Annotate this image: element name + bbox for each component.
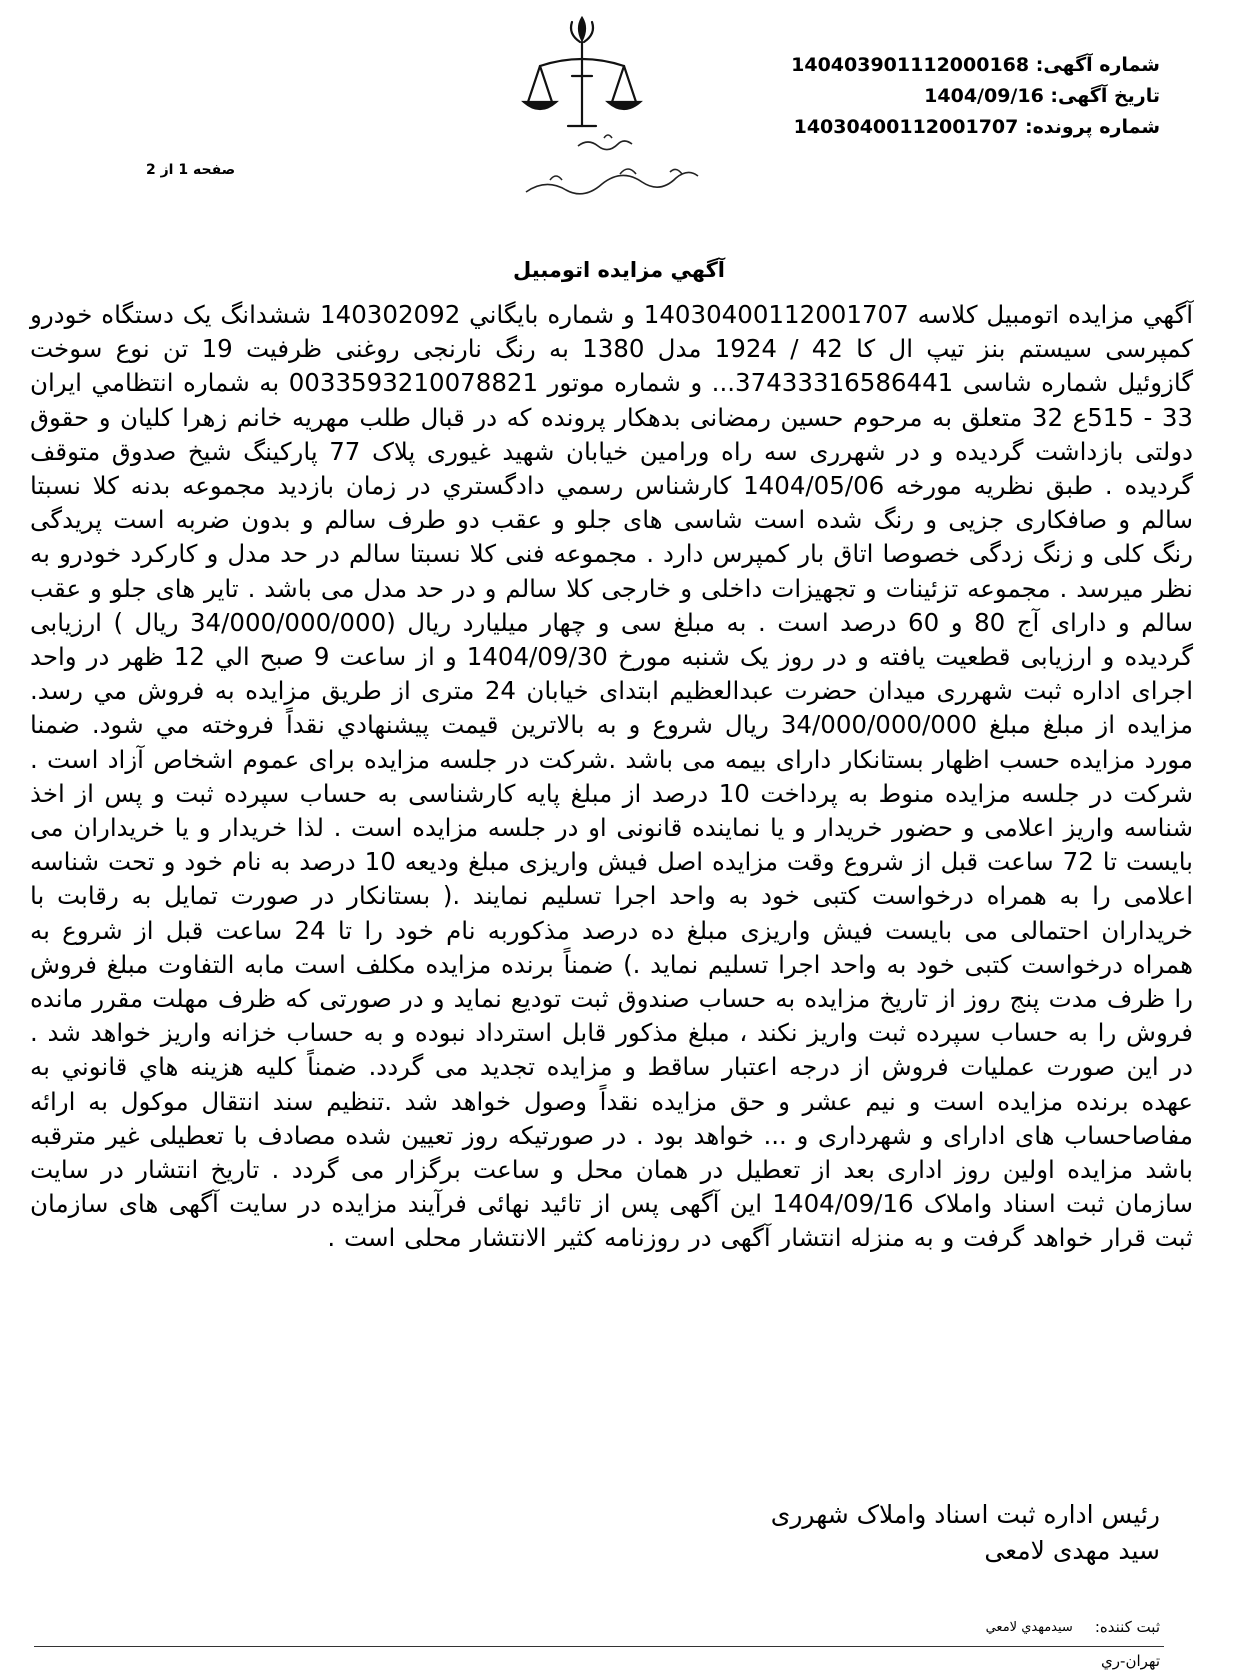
registrar-label: ثبت کننده: xyxy=(1094,1618,1160,1636)
signatory-name: سید مهدی لامعی xyxy=(984,1536,1160,1565)
notice-number: 140403901112000168 xyxy=(791,54,1030,76)
notice-number-label: شماره آگهی: xyxy=(1035,54,1160,76)
notice-body: آگهي مزايده اتومبيل كلاسه 14030400112001707 و شماره بايگاني 140302092 ششدانگ یک دستگاه خودرو کمپرسی سیستم بنز تیپ ال کا 42 / 1924 مدل 1380 به رنگ نارنجی روغنی ظرفیت 19 تن نوع سوخت گازوئیل شماره شاسی 37433316586441... و شماره موتور 003359321007882​1 به شماره انتظامي ايران 33 - 515ع 32 متعلق به مرحوم حسین رمضانی بدهکار پرونده که در قبال طلب مهریه خانم زهرا کلیان و حقوق دولتی بازداشت گردیده و در شهرری سه راه ورامین خیابان شهید غیوری پلاک 77 پارکینگ شیخ صدوق متوقف گردیده . طبق نظریه مورخه 1404/05/06 كارشناس رسمي دادگستري در زمان بازدید مجموعه بدنه کلا نسبتا سالم و صافکاری جزیی و رنگ شده است شاسی های جلو و عقب دو طرف سالم و بدون ضربه است پریدگی رنگ کلی و زنگ زدگی خصوصا اتاق بار کمپرس دارد . مجموعه فنی کلا نسبتا سالم در حد مدل و کارکرد خودرو به نظر میرسد . مجموعه تزئینات و تجهیزات داخلی و خارجی کلا سالم و در حد مدل می باشد . تایر های جلو و عقب سالم و دارای آج 80 و 60 درصد است . به مبلغ سی و چهار میلیارد ریال (34/000/000/000 ریال ) ارزیابی گردیده و ارزیابی قطعیت یافته و در روز یک شنبه مورخ 1404/09/30 و از ساعت 9 صبح الي 12 ظهر در واحد اجرای اداره ثبت شهرری میدان حضرت عبدالعظیم ابتدای خیابان 24 متری از طريق مزايده به فروش مي رسد. مزايده از مبلغ مبلغ 34/000/000/000 ريال شروع و به بالاترين قيمت پيشنهادي نقداً فروخته مي شود. ضمنا مورد مزایده حسب اظهار بستانکار دارای بیمه می باشد .شرکت در جلسه مزایده برای عموم اشخاص آزاد است . شرکت در جلسه مزایده منوط به پرداخت 10 درصد از مبلغ پایه کارشناسی به حساب سپرده ثبت و پس از اخذ شناسه واریز اعلامی و حضور خریدار و یا نماینده قانونی او در جلسه مزایده است . لذا خریدار و یا خریداران می بایست تا 72 ساعت قبل از شروع وقت مزایده اصل فیش واریزی مبلغ ودیعه 10 درصد به نام خود و تحت شناسه اعلامی را به همراه درخواست کتبی خود به واحد اجرا تسلیم نمایند .( بستانکار در صورت تمایل به رقابت با خریداران احتمالی می بایست فیش واریزی مبلغ ده درصد مذکوربه نام خود را تا 24 ساعت قبل از شروع به همراه درخواست کتبی خود به واحد اجرا تسلیم نماید .) ضمناً برنده مزایده مکلف است مابه التفاوت مبلغ فروش را ظرف مدت پنج روز از تاریخ مزایده به حساب صندوق ثبت تودیع نماید و در صورتی که ظرف مهلت مقرر مانده فروش را به حساب سپرده ثبت واریز نکند ، مبلغ مذکور قابل استرداد نبوده و به حساب خزانه واریز خواهد شد . در این صورت عملیات فروش از درجه اعتبار ساقط و مزایده تجدید می گردد. ضمناً كليه هزينه هاي قانوني به عهده برنده مزايده است و نیم عشر و حق مزایده نقداً وصول خواهد شد .تنظیم سند انتقال موکول به ارائه مفاصاحساب های ادارای و شهرداری و ... خواهد بود . در صورتیکه روز تعیین شده مصادف با تعطیلی غیر مترقبه باشد مزایده اولین روز اداری بعد از تعطیل در همان محل و ساعت برگزار می گردد . تاريخ انتشار در سايت سازمان ثبت اسناد واملاک 1404/09/16 اين آگهی پس از تائيد نهائی فرآيند مزايده در سايت آگهی های سازمان ثبت قرار خواهد گرفت و به منزله انتشار آگهی در روزنامه کثير الانتشار محلی است . xyxy=(30,300,1194,1253)
judiciary-scales-emblem-icon xyxy=(520,14,715,219)
registrar-location: تهران-ري xyxy=(1101,1652,1160,1670)
case-number-row xyxy=(791,112,1160,143)
signature-block xyxy=(771,1497,1160,1569)
case-number-label: شماره پرونده: xyxy=(1024,116,1160,138)
registrar-row xyxy=(986,1618,1160,1636)
notice-date-label: تاریخ آگهی: xyxy=(1050,85,1160,107)
footer-divider xyxy=(34,1646,1164,1647)
notice-number-row xyxy=(791,50,1160,81)
notice-metadata xyxy=(791,50,1160,143)
signatory-position: رئیس اداره ثبت اسناد واملاک شهرری xyxy=(770,1500,1160,1529)
notice-date: 1404/09/16 xyxy=(924,85,1044,107)
page-indicator: صفحه 1 از 2 xyxy=(146,162,236,178)
registrar-name: سيدمهدي لامعي xyxy=(985,1619,1073,1635)
case-number: 14030400112001707 xyxy=(793,116,1019,138)
notice-date-row xyxy=(791,81,1160,112)
document-title: آگهي مزايده اتومبيل xyxy=(513,258,725,282)
